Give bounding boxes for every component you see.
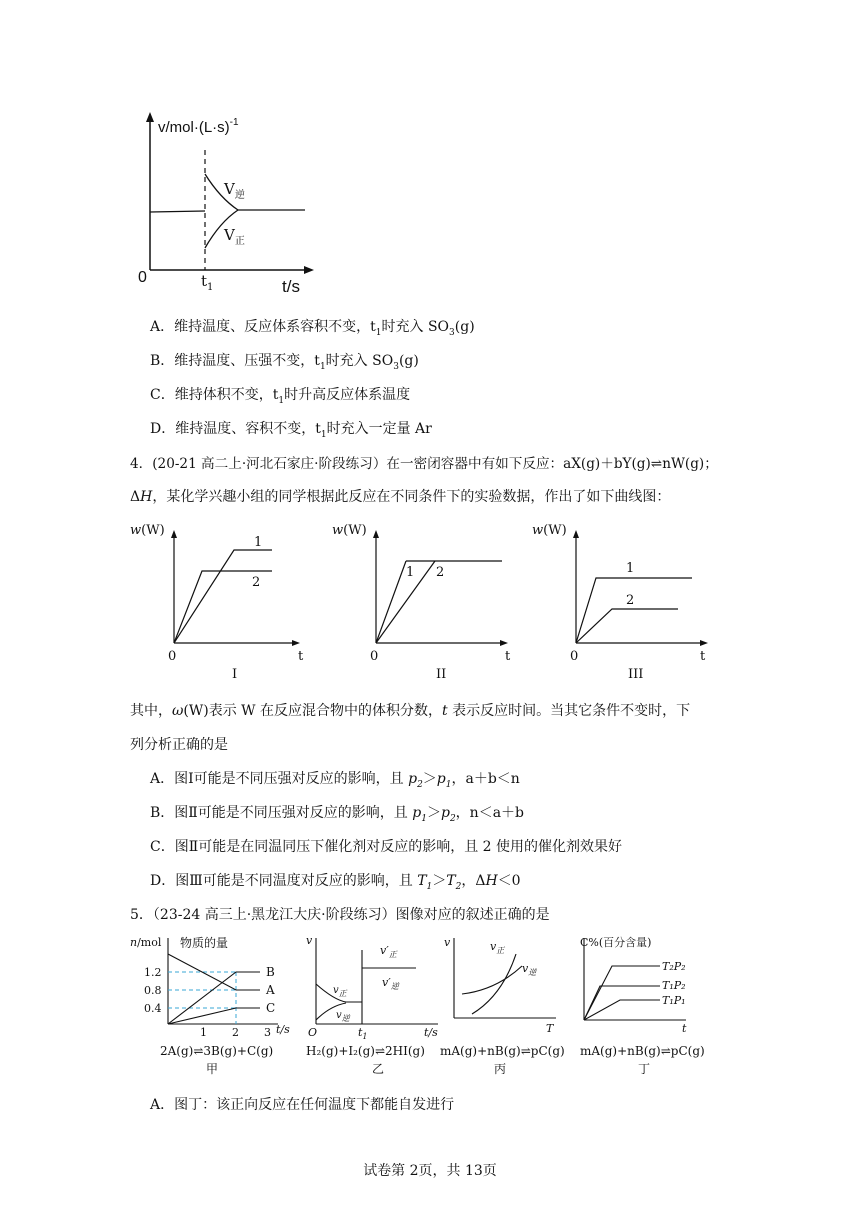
equation: mA(g)+nB(g)⇌pC(g) [440,1044,565,1058]
equation: H₂(g)+I₂(g)⇌2HI(g) [306,1044,425,1058]
graph-name: III [628,667,644,682]
q4-stem-line1: 4．(20-21 高二上·河北石家庄·阶段练习）在一密闭容器中有如下反应：aX(g)＋bY(g)⇌nW(g)； [130,456,718,472]
origin-label: 0 [168,649,177,664]
q4-option-d: D．图Ⅲ可能是不同温度对反应的影响，且 $T_1>T_2$，ΔH＜0 [150,873,521,892]
q4-stem-line2: ΔH，某化学兴趣小组的同学根据此反应在不同条件下的实验数据，作出了如下曲线图： [130,489,671,505]
x-arrow [292,640,300,646]
y-label: v [444,936,451,949]
y-arrow [171,530,177,538]
q3-option-a: A．维持温度、反应体系容积不变，$t_1$时充入 $SO_3(g)$ [150,319,475,338]
origin-label: 0 [138,269,147,286]
q3-option-b: B．维持温度、压强不变，$t_1$时充入 $SO_3(g)$ [150,353,419,372]
curve-T2P2 [584,966,660,1020]
y-axis-arrow [146,112,154,122]
x-axis-label: t/s [282,277,300,296]
q4-option-b: B．图Ⅱ可能是不同压强对反应的影响，且 $p_1>p_2$，n＜a＋b [150,805,524,824]
velocity-time-figure [130,110,330,300]
y-arrow [373,530,379,538]
series-A-label: A [266,983,275,997]
curve-T1P1 [584,1000,660,1020]
y-tick-1.2: 1.2 [144,966,162,979]
figure-name: 丁 [638,1062,651,1076]
curve-1-label: 1 [626,561,635,576]
x-label: t [700,649,706,664]
v-rev-prime-label: $v'_逆$ [382,976,399,991]
figure-bing [436,932,578,1080]
curve-2-label: 2 [626,593,635,608]
x-tick-1: 1 [200,1026,207,1039]
y-tick-0.4: 0.4 [144,1002,162,1015]
x-arrow [500,640,508,646]
v-fwd-label: $v_正$ [333,985,347,998]
figure-name: 丙 [494,1062,507,1076]
series-C-label: C [266,1001,276,1015]
y-label: n/mol [130,936,162,949]
curve-T2P2-label: T₂P₂ [662,960,686,973]
series-B-label: B [266,965,275,979]
curve-1-label: 1 [406,565,415,580]
q4-desc-line2: 列分析正确的是 [130,737,228,753]
figure-ding [578,932,728,1080]
graph-I [130,518,304,690]
q5-stem: 5．（23-24 高三上·黑龙江大庆·阶段练习）图像对应的叙述正确的是 [130,907,550,923]
y-arrow [573,530,579,538]
y-tick-0.8: 0.8 [144,984,162,997]
title-label: 物质的量 [180,936,229,950]
q4-option-c: C．图Ⅱ可能是在同温同压下催化剂对反应的影响，且 2 使用的催化剂效果好 [150,839,623,855]
q4-desc-line1: 其中，ω(W)表示 W 在反应混合物中的体积分数，t 表示反应时间。当其它条件不变时，下 [130,703,691,719]
graph-III [532,518,714,690]
v-fwd-label: $v_正$ [490,940,505,955]
figure-jia [128,932,300,1080]
v-forward-label: $V_正$ [224,226,245,247]
page-footer: 试卷第 2页，共 13页 [363,1163,497,1179]
curve-2-label: 2 [436,565,445,580]
x-label: t [682,1022,687,1035]
series-B [168,972,260,1024]
curve-T1P2 [584,986,660,1020]
graph-name: I [232,667,238,682]
curve-1 [376,561,406,643]
graph-II [332,518,514,690]
equation: mA(g)+nB(g)⇌pC(g) [580,1044,705,1058]
figure-name: 甲 [206,1062,219,1076]
origin-label: 0 [570,649,579,664]
q3-option-c: C．维持体积不变，$t_1$时升高反应体系温度 [150,387,411,406]
series-C [168,1008,260,1024]
q5-option-a: A．图丁：该正向反应在任何温度下都能自发进行 [150,1097,455,1113]
curve-2 [576,609,678,643]
x-label: t/s [276,1023,290,1036]
v-forward-curve [472,954,516,1014]
q3-option-d: D．维持温度、容积不变，$t_1$时充入一定量 Ar [150,421,432,440]
y-label: v [306,934,313,947]
x-label: t [505,649,511,664]
curve-1 [174,550,272,643]
t1-label: $t_1$ [358,1026,368,1041]
graph-name: II [436,667,447,682]
y-axis-label: $v/mol\cdot(L\cdot s)^{-1}$ [158,117,239,136]
figure-name: 乙 [372,1062,385,1076]
equation: 2A(g)⇌3B(g)+C(g) [160,1044,274,1058]
t1-label: $t_1$ [201,272,214,293]
q4-option-a: A．图Ⅰ可能是不同压强对反应的影响，且 $p_2>p_1$，a＋b＜n [150,771,520,790]
curve-1 [576,578,692,643]
x-label: T [546,1022,554,1035]
x-label: t [298,649,304,664]
v-rev-label: $v_逆$ [522,962,537,977]
y-label: w(W) [532,523,567,538]
v-reverse-label: $V_逆$ [224,180,245,201]
equilibrium-before [150,211,205,212]
origin-label: 0 [370,649,379,664]
x-axis-arrow [304,266,314,274]
v-reverse-curve [462,966,522,994]
x-label: t/s [424,1026,438,1039]
y-label: w(W) [332,523,367,538]
curve-2-label: 2 [252,575,261,590]
figure-yi [300,932,450,1080]
y-label: w(W) [130,523,165,538]
y-label: C%(百分含量) [580,936,652,949]
curve-T1P2-label: T₁P₂ [662,979,686,992]
x-tick-2: 2 [232,1026,239,1039]
curve-T1P1-label: T₁P₁ [662,994,686,1007]
origin-label: O [308,1026,318,1039]
x-tick-3: 3 [264,1026,271,1039]
x-arrow [700,640,708,646]
v-rev-label: $v_逆$ [336,1010,350,1023]
v-fwd-prime-label: $v'_正$ [380,944,397,959]
curve-1-label: 1 [254,535,263,550]
